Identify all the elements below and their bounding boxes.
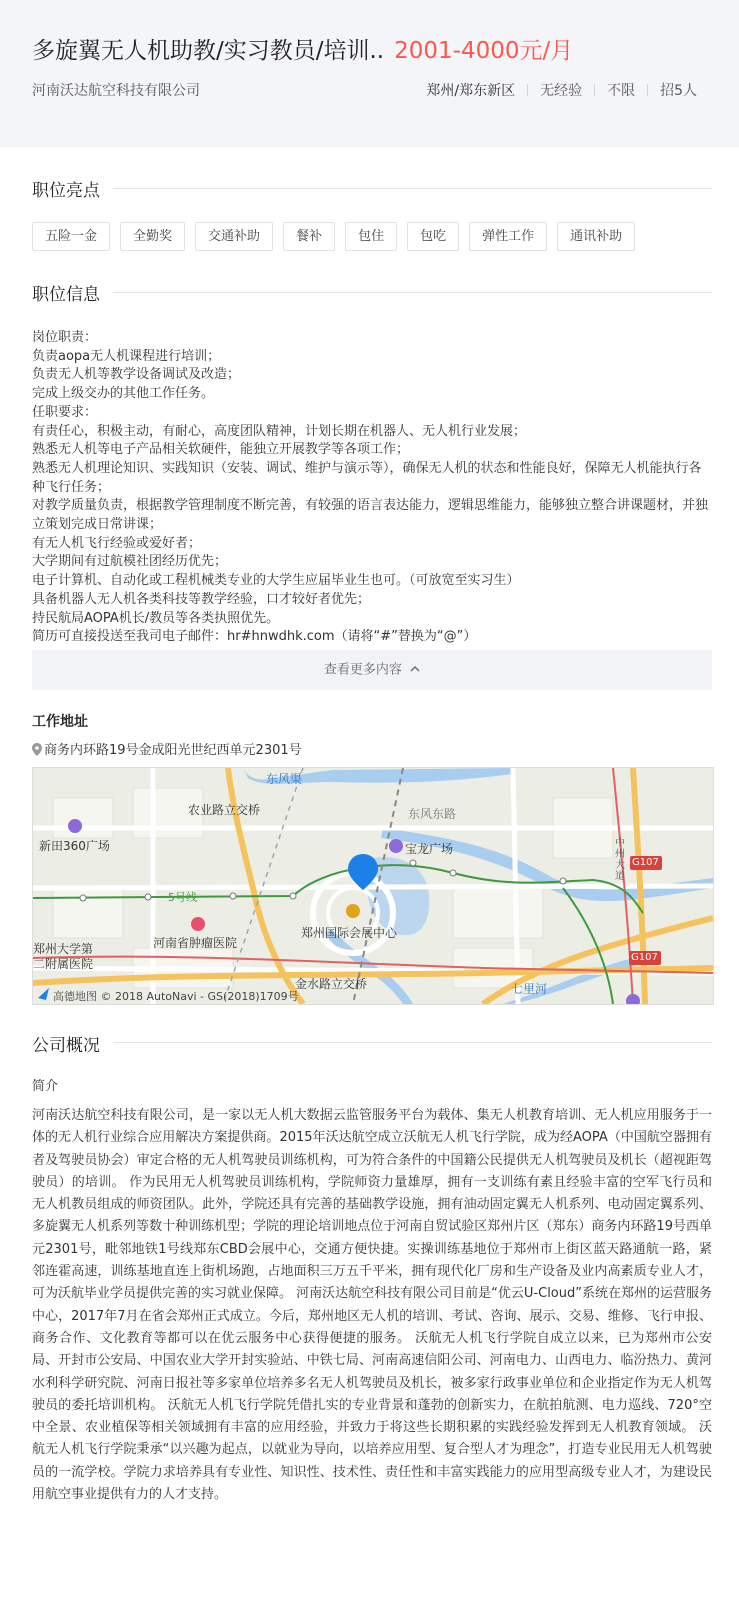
salary: 2001-4000元/月 — [394, 38, 574, 64]
chevron-up-icon — [410, 650, 420, 690]
description-line: 简历可直接投送至我司电子邮件：hr#hnwdhk.com（请将“#”替换为“@”） — [32, 629, 477, 645]
map-label-jinshui: 金水路立交桥 — [295, 977, 368, 991]
highlight-tag: 通讯补助 — [557, 222, 635, 251]
description-line: 任职要求： — [32, 404, 98, 420]
description-line: 熟悉无人机理论知识、实践知识（安装、调试、维护与演示等），确保无人机的状态和性能良好，保障无人机能执行各种飞行任务； — [32, 460, 702, 495]
divider — [594, 84, 595, 96]
location-map[interactable] — [32, 767, 714, 1005]
map-label-expo: 郑州国际会展中心 — [301, 926, 398, 940]
work-address — [32, 739, 302, 760]
job-header — [0, 0, 739, 147]
highlights-title: 职位亮点 — [32, 181, 100, 201]
map-label-nongyelu: 农业路立交桥 — [188, 803, 261, 817]
job-headcount: 招5人 — [660, 83, 697, 99]
location-pin-icon — [32, 743, 42, 760]
map-canvas — [33, 768, 713, 1004]
map-label-g107-top: G107 — [632, 857, 659, 868]
description-line: 有责任心，积极主动，有耐心，高度团队精神，计划长期在机器人、无人机行业发展； — [32, 423, 527, 439]
description-line: 对教学质量负责，根据教学管理制度不断完善，有较强的语言表达能力，逻辑思维能力，能够独立整合讲课题材，并独立策划完成日常讲课； — [32, 498, 709, 533]
description-line: 电子计算机、自动化或工程机械类专业的大学生应届毕业生也可。（可放宽至实习生） — [32, 573, 520, 589]
description-line: 具备机器人无人机各类科技等教学经验，口才较好者优先； — [32, 591, 371, 607]
info-title: 职位信息 — [32, 285, 100, 305]
description-line: 熟悉无人机等电子产品相关软硬件，能独立开展教学等各项工作； — [32, 442, 410, 458]
description-line: 岗位职责： — [32, 330, 98, 345]
map-label-zhongzhou: 中州大道 — [615, 838, 625, 882]
address-title: 工作地址 — [32, 714, 88, 730]
description-line: 完成上级交办的其他工作任务。 — [32, 386, 215, 402]
job-title: 多旋翼无人机助教/实习教员/培训.. — [32, 38, 385, 64]
job-education: 不限 — [607, 83, 636, 99]
highlight-tag: 五险一金 — [32, 222, 110, 251]
job-location: 郑州/郑东新区 — [426, 83, 516, 99]
map-label-dongfengqu: 东风渠 — [266, 772, 303, 786]
title-row — [32, 32, 573, 65]
divider — [527, 84, 528, 96]
section-divider — [113, 1042, 712, 1043]
company-intro-subtitle: 简介 — [32, 1079, 59, 1094]
job-meta — [426, 80, 697, 100]
map-label-g107-bottom: G107 — [631, 952, 658, 963]
map-label-baolong: 宝龙广场 — [405, 842, 454, 856]
section-divider — [113, 188, 712, 189]
map-copyright: 高德地图 © 2018 AutoNavi - GS(2018)1709号 — [53, 990, 299, 1003]
highlight-tag: 弹性工作 — [469, 222, 547, 251]
map-label-xintian: 新田360广场 — [39, 839, 110, 853]
address-text: 商务内环路19号金成阳光世纪西单元2301号 — [44, 743, 302, 758]
highlight-tag: 包住 — [345, 222, 397, 251]
description-line: 负责无人机等教学设备调试及改造； — [32, 367, 241, 383]
description-line: 负责aopa无人机课程进行培训； — [32, 348, 221, 364]
divider — [647, 84, 648, 96]
map-label-hospital: 河南省肿瘤医院 — [153, 936, 238, 950]
show-more-label: 查看更多内容 — [323, 662, 402, 678]
company-info-title: 公司概况 — [32, 1036, 100, 1056]
highlight-tag: 餐补 — [283, 222, 335, 251]
highlight-tag: 交通补助 — [195, 222, 273, 251]
map-label-dongfengdonglu: 东风东路 — [408, 807, 457, 821]
description-line: 大学期间有过航模社团经历优先； — [32, 554, 228, 570]
map-label-line5: 5号线 — [168, 891, 197, 904]
company-description: 河南沃达航空科技有限公司，是一家以无人机大数据云监管服务平台为载体、集无人机教育培训、无人机应用服务于一体的无人机行业综合应用解决方案提供商。2015年沃达航空成立沃航无人机飞行学院，成为经AOPA（中国航空器拥有者及驾驶员协会）审定合格的无人机驾驶员训练机构，可为符合条件的中国籍公民提供无人机驾驶员及机长（超视距驾驶员）的培训。 作为民用无人机驾驶员训练机构，学院师资力量雄厚，拥有一支训练有素且经验丰富的空军飞行员和无人机教员组成的师资团队。此外，学院还具有完善的基础教学设施，拥有油动固定翼无人机系列、电动固定翼系列、多旋翼无人机系列等数十种训练机型；学院的理论培训地点位于河南自贸试验区郑州片区（郑东）商务内环路19号西单元2301号，毗邻地铁1号线郑东CBD会展中心，交通方便快捷。实操训练基地位于郑州市上街区蓝天路通航一路，紧邻连霍高速，训练基地直连上街机场跑，占地面积三万五千平米，拥有现代化厂房和生产设备及业内高素质专业人才，可为沃航毕业学员提供完善的实习就业保障。 河南沃达航空科技有限公司目前是“优云U-Cloud”系统在郑州的运营服务中心，2017年7月在省会郑州正式成立。今后，郑州地区无人机的培训、考试、咨询、展示、交易、维修、飞行申报、商务合作、文化教育等都可以在优云服务中心获得便捷的服务。 沃航无人机飞行学院自成立以来，已为郑州市公安局、开封市公安局、中国农业大学开封实验站、中铁七局、河南高速信阳公司、河南电力、山西电力、临汾热力、黄河水利科学研究院、河南日报社等多家单位培养多名无人机驾驶员及机长，被多家行政事业单位和企业指定作为无人机驾驶员的委托培训机构。 沃航无人机飞行学院凭借扎实的专业背景和蓬勃的创新实力，在航拍航测、电力巡线、720°空中全景、农业植保等相关领域拥有丰富的应用经验，并致力于将这些长期积累的实践经验发挥到无人机教育领域。 沃航无人机飞行学院秉承“以兴趣为起点，以就业为导向，以培养应用型、复合型人才为理念”，打造专业民用无人机驾驶员的一流学校。学院力求培养具有专业性、知识性、技术性、责任性和丰富实践能力的应用型高级专业人才，为建设民用航空事业提供有力的人才支持。 — [32, 1108, 712, 1503]
map-label-zdhospital: 郑州大学第二附属医院 — [33, 942, 94, 971]
highlight-tag: 全勤奖 — [120, 222, 185, 251]
map-label-qilihe: 七里河 — [511, 982, 548, 996]
job-description — [32, 329, 712, 647]
section-divider — [113, 292, 712, 293]
company-name[interactable]: 河南沃达航空科技有限公司 — [32, 83, 200, 99]
description-line: 有无人机飞行经验或爱好者； — [32, 535, 202, 551]
highlight-tag: 包吃 — [407, 222, 459, 251]
description-line: 持民航局AOPA机长/教员等各类执照优先。 — [32, 610, 280, 626]
show-more-button[interactable] — [32, 650, 712, 690]
job-experience: 无经验 — [540, 83, 583, 99]
highlight-tags — [32, 222, 635, 251]
